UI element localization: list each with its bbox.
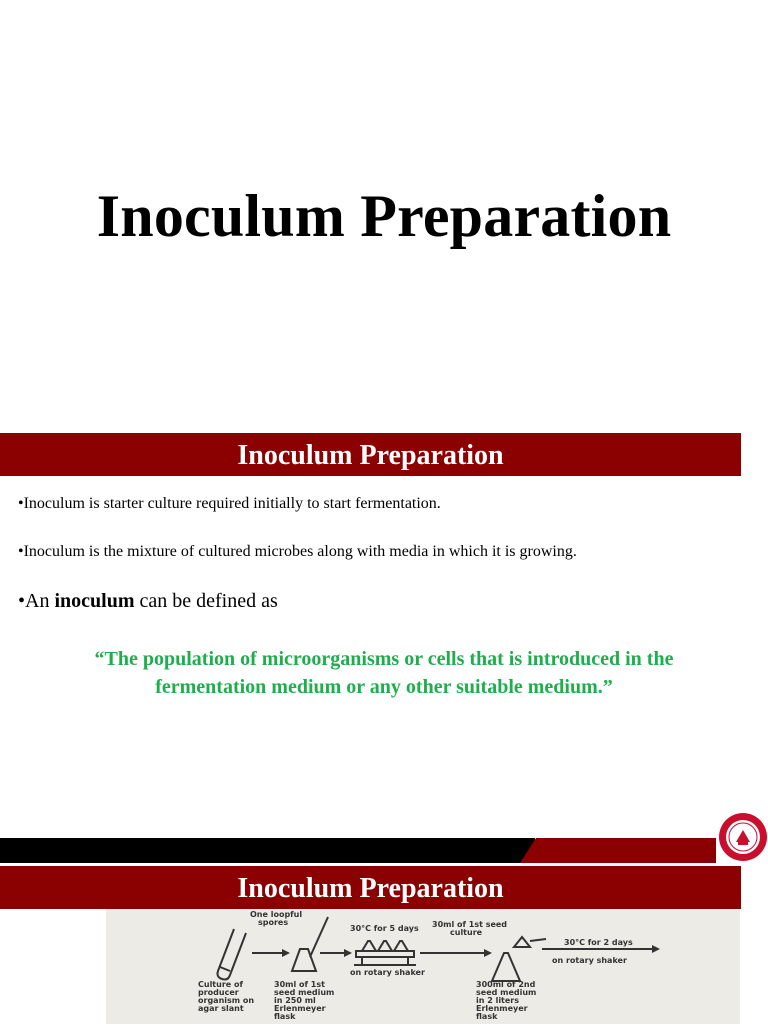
- bullet-definition: [18, 590, 278, 613]
- label-spores-2: spores: [258, 918, 289, 927]
- label-culture-4: agar slant: [198, 1004, 244, 1013]
- quote-line-2: fermentation medium or any other suitable medium.”: [155, 676, 613, 698]
- bullet-definition-term: inoculum: [54, 590, 135, 612]
- slide-banner-2: Inoculum Preparation: [0, 866, 741, 909]
- label-seed-top-1: 30ml of 1st seed: [432, 920, 508, 929]
- label-culture-2: producer: [198, 988, 239, 997]
- loop-flask-icon: [292, 917, 328, 971]
- label-seed1-2: seed medium: [274, 988, 335, 997]
- label-culture-3: organism on: [198, 996, 255, 1005]
- label-seed-top-2: culture: [450, 928, 483, 937]
- definition-quote: [0, 645, 768, 701]
- label-shaker-bottom: on rotary shaker: [350, 968, 425, 977]
- label-seed2-2: seed medium: [476, 988, 537, 997]
- label-seed2-3: in 2 liters: [476, 996, 520, 1005]
- slide-title: Inoculum Preparation: [96, 183, 672, 249]
- label-shaker-top: 30°C for 5 days: [350, 924, 419, 933]
- label-seed2-1: 300ml of 2nd: [476, 980, 536, 989]
- seed-flask-icon: [492, 937, 546, 981]
- bullet-definition-suffix: can be defined as: [134, 590, 278, 612]
- label-seed1-1: 30ml of 1st: [274, 980, 325, 989]
- label-shaker2-top: 30°C for 2 days: [564, 938, 633, 947]
- label-culture-1: Culture of: [198, 980, 243, 989]
- arrow-3-head: [484, 949, 492, 957]
- bullet-starter-culture: •Inoculum is starter culture required initially to start fermentation.: [18, 495, 441, 512]
- agar-slant-tube-icon: [218, 929, 247, 980]
- quote-line-1: “The population of microorganisms or cells that is introduced in the: [94, 648, 674, 670]
- bullet-definition-prefix: •An: [18, 590, 55, 612]
- title-slide: [0, 0, 768, 432]
- label-seed1-4: Erlenmeyer: [274, 1004, 326, 1013]
- label-seed1-3: in 250 ml: [274, 996, 316, 1005]
- inoculum-process-diagram: [106, 909, 740, 1024]
- slide-banner: Inoculum Preparation: [0, 433, 741, 476]
- label-seed1-5: flask: [274, 1012, 296, 1021]
- label-shaker2-bottom: on rotary shaker: [552, 956, 627, 965]
- arrow-2-head: [344, 949, 352, 957]
- footer-bar-red: [520, 838, 720, 863]
- label-seed2-5: flask: [476, 1012, 498, 1021]
- arrow-4-head: [652, 945, 660, 953]
- rotary-shaker-icon: [354, 941, 416, 965]
- process-diagram-svg: [106, 909, 740, 1024]
- arrow-1-head: [282, 949, 290, 957]
- label-spores-1: One loopful: [250, 910, 303, 919]
- footer-bar-black: [0, 838, 535, 863]
- bullet-mixture: •Inoculum is the mixture of cultured microbes along with media in which it is growing.: [18, 543, 577, 560]
- definition-slide: [0, 433, 768, 863]
- university-seal-icon: [716, 810, 768, 864]
- label-seed2-4: Erlenmeyer: [476, 1004, 528, 1013]
